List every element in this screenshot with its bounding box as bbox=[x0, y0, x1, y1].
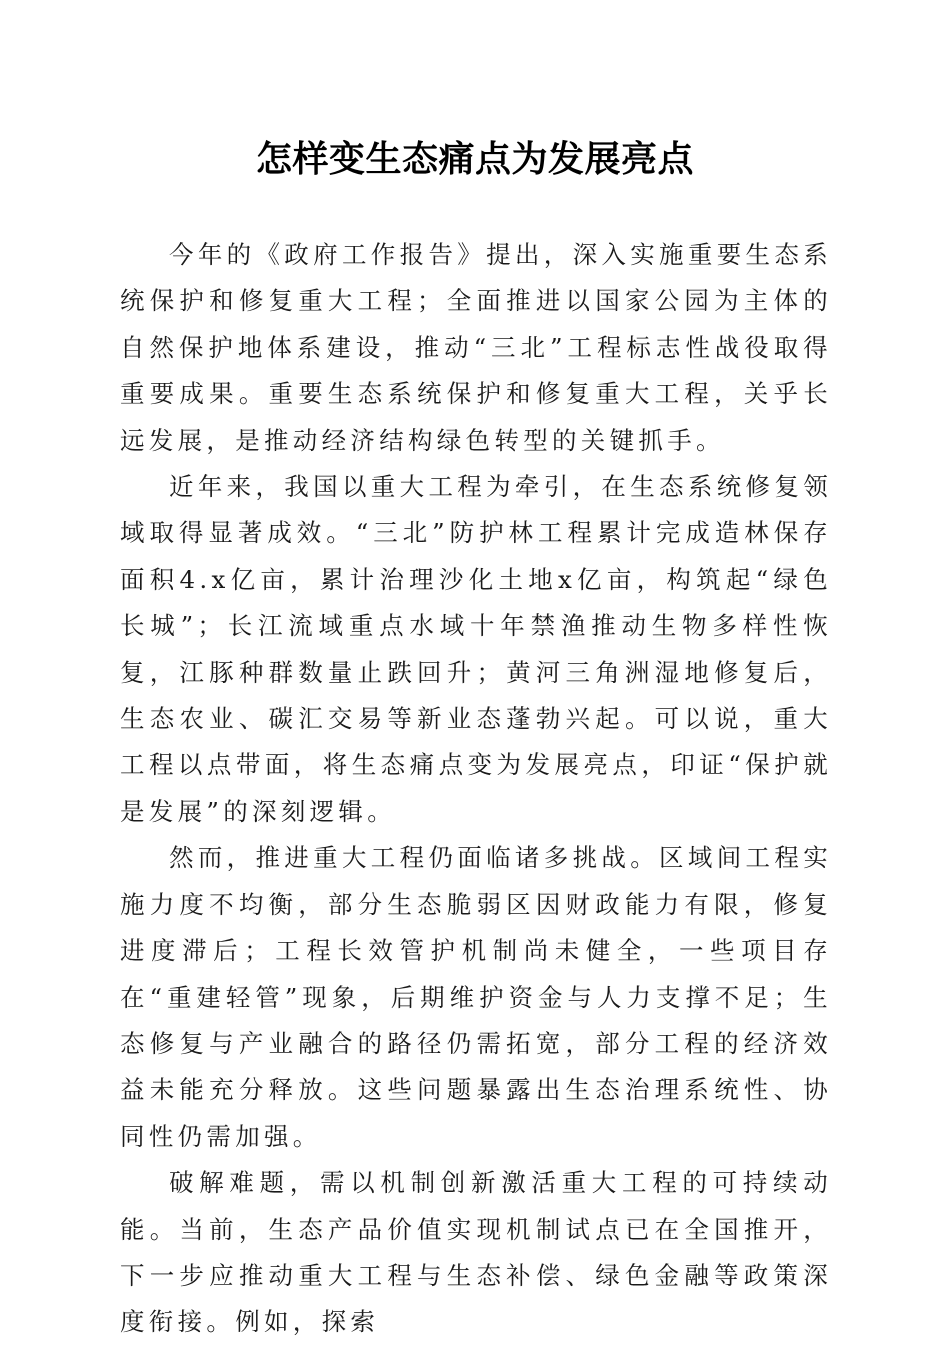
paragraph-2: 近年来，我国以重大工程为牵引，在生态系统修复领域取得显著成效。“三北”防护林工程累计完成造林保存面积4.x亿亩，累计治理沙化土地x亿亩，构筑起“绿色长城”；长江流域重点水域十年禁渔推动生物多样性恢复，江豚种群数量止跌回升；黄河三角洲湿地修复后，生态农业、碳汇交易等新业态蓬勃兴起。可以说，重大工程以点带面，将生态痛点变为发展亮点，印证“保护就是发展”的深刻逻辑。 bbox=[120, 472, 832, 826]
document-title: 怎样变生态痛点为发展亮点 bbox=[255, 138, 694, 180]
paragraph-3: 然而，推进重大工程仍面临诸多挑战。区域间工程实施力度不均衡，部分生态脆弱区因财政能力有限，修复进度滞后；工程长效管护机制尚未健全，一些项目存在“重建轻管”现象，后期维护资金与人力支撑不足；生态修复与产业融合的路径仍需拓宽，部分工程的经济效益未能充分释放。这些问题暴露出生态治理系统性、协同性仍需加强。 bbox=[120, 843, 832, 1151]
paragraph-4: 破解难题，需以机制创新激活重大工程的可持续动能。当前，生态产品价值实现机制试点已在全国推开，下一步应推动重大工程与生态补偿、绿色金融等政策深度衔接。例如，探索 bbox=[120, 1168, 832, 1337]
document-body bbox=[120, 232, 832, 1346]
paragraph-1: 今年的《政府工作报告》提出，深入实施重要生态系统保护和修复重大工程；全面推进以国家公园为主体的自然保护地体系建设，推动“三北”工程标志性战役取得重要成果。重要生态系统保护和修复重大工程，关乎长远发展，是推动经济结构绿色转型的关键抓手。 bbox=[120, 240, 832, 455]
